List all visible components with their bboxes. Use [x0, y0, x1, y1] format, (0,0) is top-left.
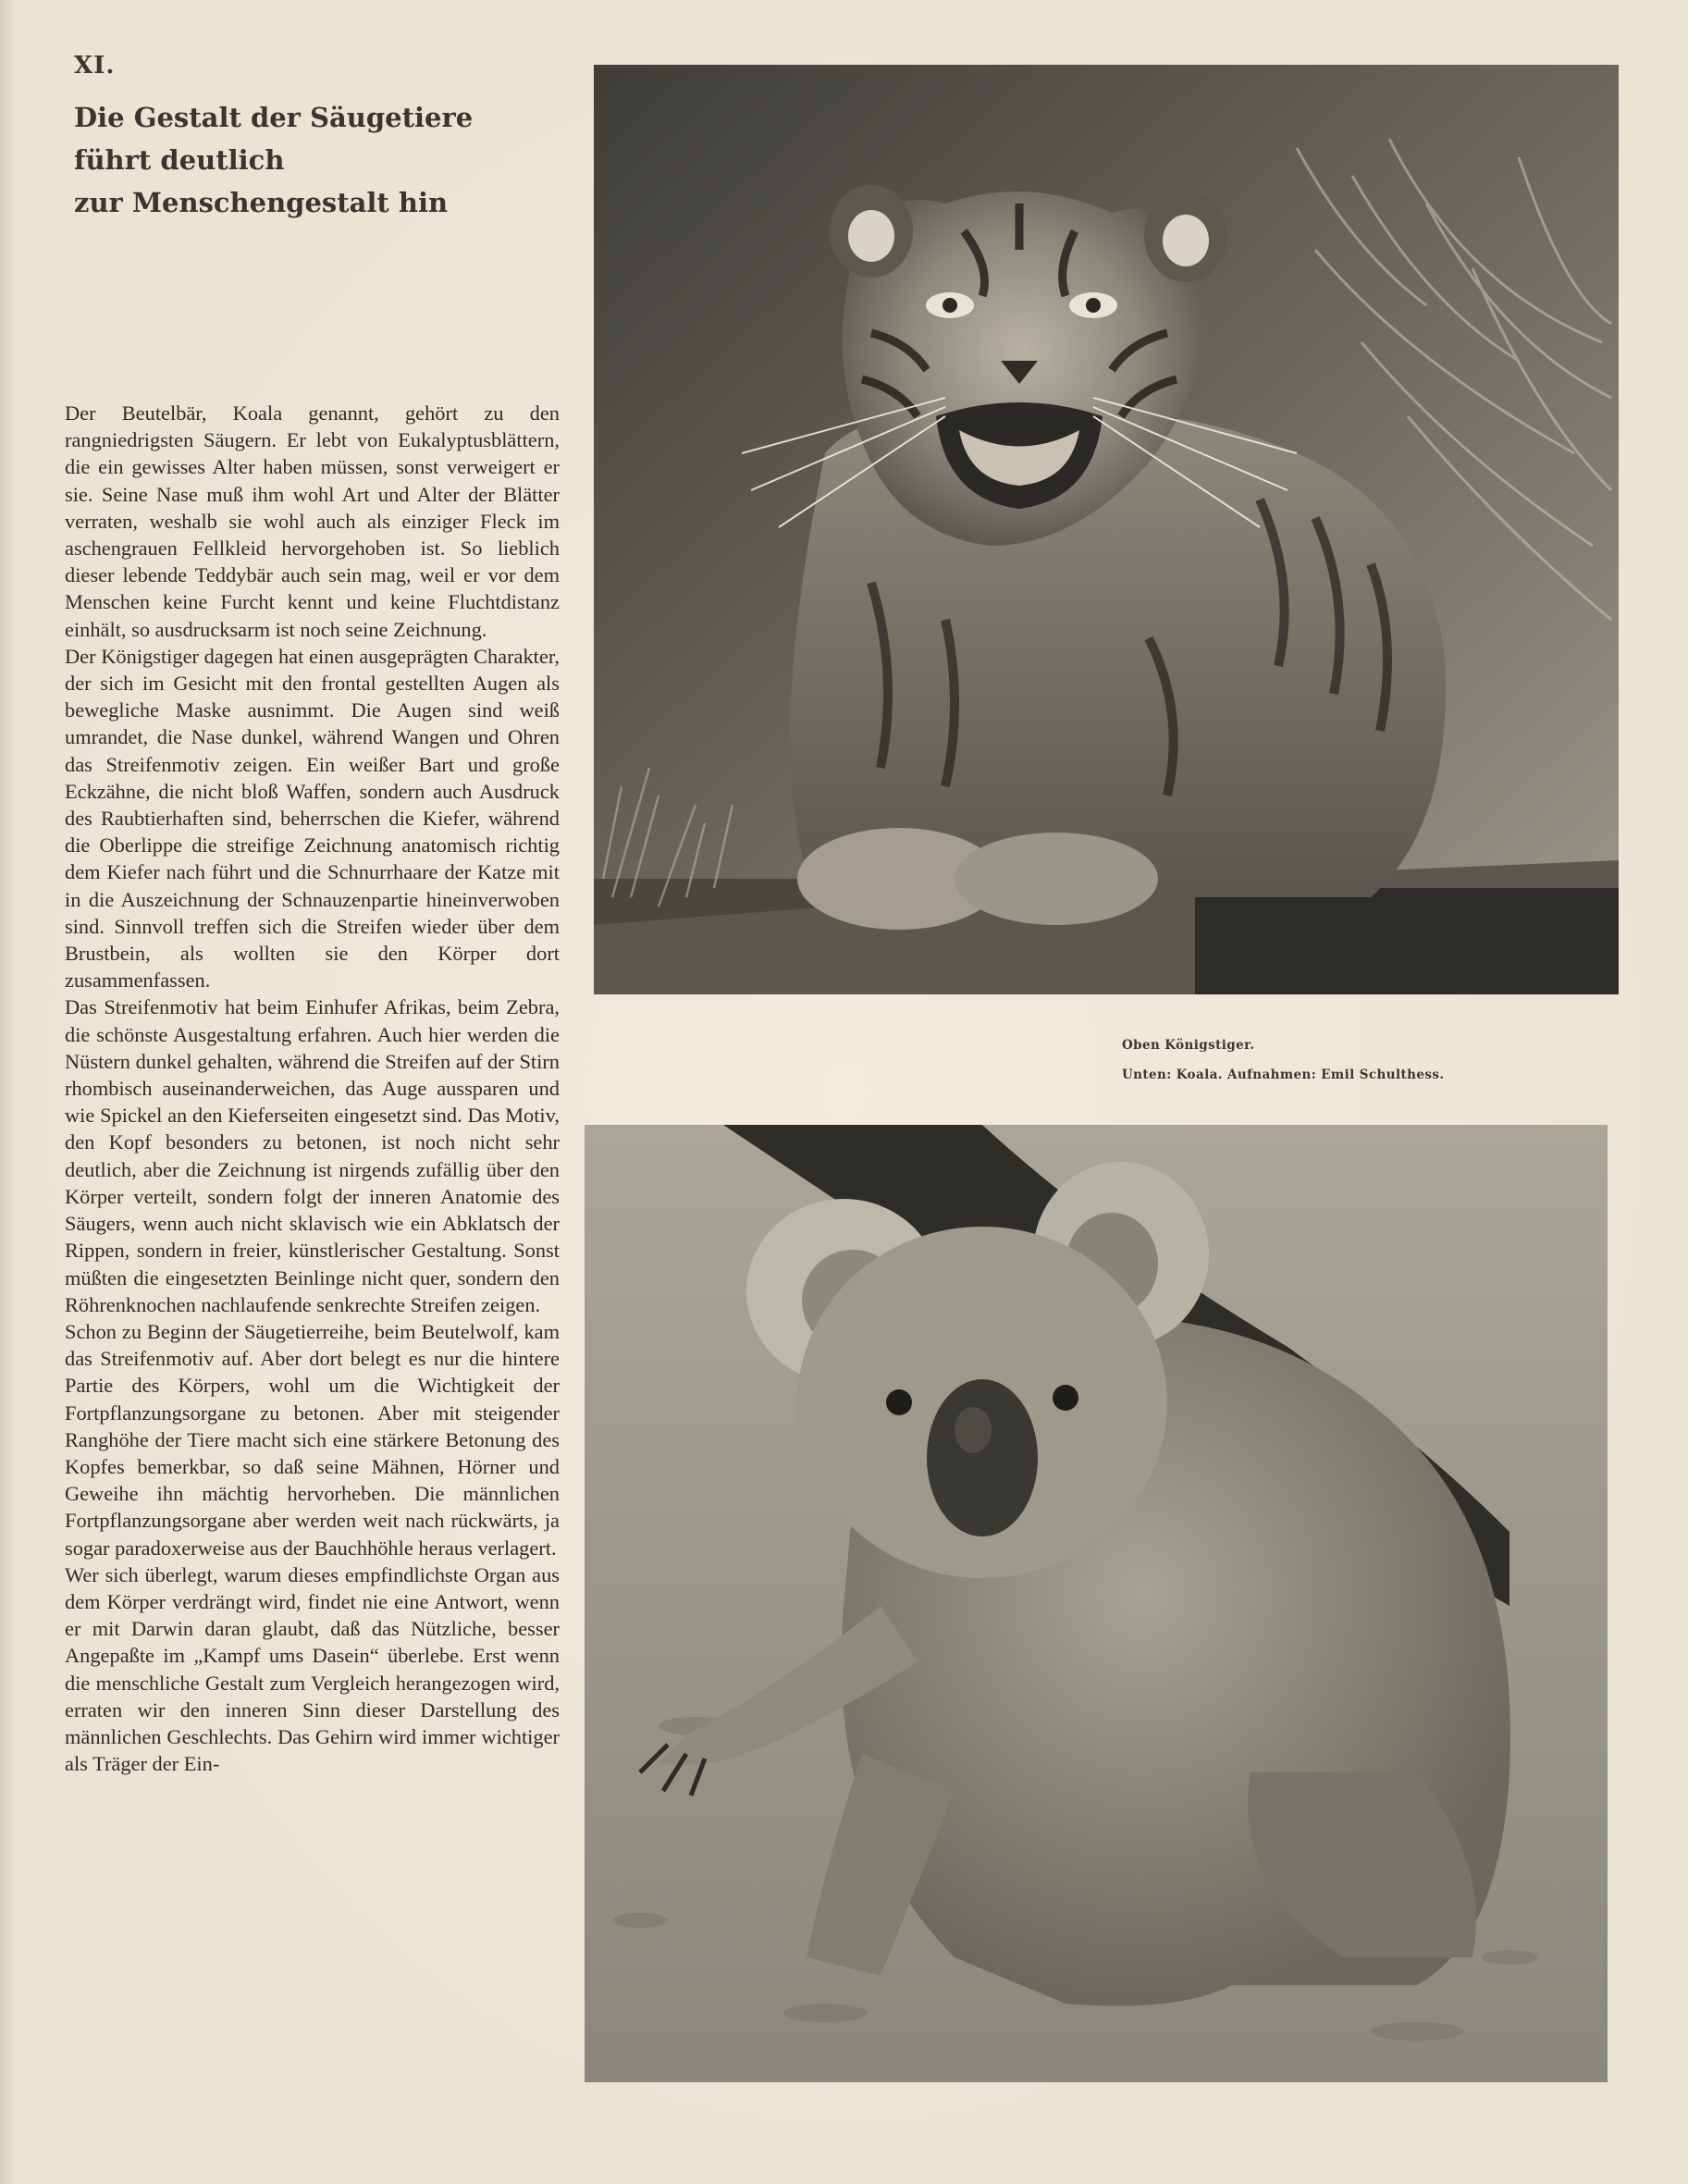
paragraph-tiger: Der Königstiger dagegen hat einen ausgeprägten Charakter, der sich im Gesicht mit den frontal gestellten Augen als bewegliche Maske ausnimmt. Die Augen sind weiß umrandet, die Nase dunkel, während Wangen und Ohren das Streifenmotiv zeigen. Ein weißer Bart und große Eckzähne, die nicht bloß Waffen, sondern auch Ausdruck des Raubtierhaften sind, beherrschen die Kiefer, während die Oberlippe die streifige Zeichnung anatomisch richtig dem Kiefer nach führt und die Schnurrhaare der Katze mit in die Auszeichnung der Schnauzenpartie hineinverwoben sind. Sinnvoll treffen sich die Streifen wieder über dem Brustbein, als wollten sie den Körper dort zusammenfassen. [65, 644, 560, 993]
tiger-photo-image [594, 65, 1619, 994]
paragraph-beutelwolf: Schon zu Beginn der Säugetierreihe, beim Beutelwolf, kam das Streifenmotiv auf. Aber dort belegt es nur die hintere Partie des Körpers, wohl um die Wichtigkeit der Fortpflanzungsorgane zu betonen. Aber mit steigender Ranghöhe der Tiere macht sich eine stärkere Betonung des Kopfes bemerkbar, so daß seine Mähnen, Hörner und Geweihe ihn mächtig hervorheben. Die männlichen Fortpflanzungsorgane aber werden weit nach rückwärts, ja sogar paradoxerweise aus der Bauchhöhle heraus verlagert. [65, 1319, 560, 1560]
heading-line-2: führt deutlich [74, 144, 285, 176]
paragraph-darwin: Wer sich überlegt, warum dieses empfindlichste Organ aus dem Körper verdrängt wird, findet nie eine Antwort, wenn er mit Darwin daran glaubt, daß das Nützliche, besser Angepaßte im „Kampf ums Dasein“ überlebe. Erst wenn die menschliche Gestalt zum Vergleich herangezogen wird, erraten wir den inneren Sinn dieser Darstellung des männlichen Geschlechts. Das Gehirn wird immer wichtiger als Träger der Ein- [65, 1562, 560, 1776]
paragraph-zebra: Das Streifenmotiv hat beim Einhufer Afrikas, beim Zebra, die schönste Ausgestaltung erfahren. Auch hier werden die Nüstern dunkel gehalten, während die Streifen auf der Stirn rhombisch auseinanderweichen, das Auge aussparen und wie Spickel an den Kieferseiten eingesetzt sind. Das Motiv, den Kopf besonders zu betonen, ist noch nicht sehr deutlich, aber die Zeichnung ist nirgends zufällig über den Körper verteilt, sondern folgt der inneren Anatomie des Säugers, wenn auch nicht sklavisch wie ein Abklatsch der Rippen, sondern in freier, künstlerischer Gestaltung. Sonst müßten die eingesetzten Beinlinge nicht quer, sondern den Röhrenknochen nachlaufende senkrechte Streifen zeigen. [65, 995, 560, 1316]
page-gutter [0, 0, 17, 2184]
photo-caption-bottom: Unten: Koala. Aufnahmen: Emil Schulthess. [1122, 1067, 1445, 1082]
heading-line-1: Die Gestalt der Säugetiere [74, 102, 474, 133]
paragraph-koala: Der Beutelbär, Koala genannt, gehört zu den rangniedrigsten Säugern. Er lebt von Eukalyptusblättern, die ein gewisses Alter haben müssen, sonst verweigert er sie. Seine Nase muß ihm wohl Art und Alter der Blätter verraten, weshalb sie wohl auch als einziger Fleck im aschengrauen Fellkleid hervorgehoben ist. So lieblich dieser lebende Teddybär auch sein mag, weil er vor dem Menschen keine Furcht kennt und keine Fluchtdistanz einhält, so ausdrucksarm ist noch seine Zeichnung. [65, 401, 560, 641]
body-text-column [65, 400, 560, 1777]
koala-photo [585, 1125, 1608, 2082]
photo-caption-top: Oben Königstiger. [1122, 1038, 1255, 1053]
koala-photo-image [585, 1125, 1608, 2082]
chapter-number: XI. [74, 52, 116, 80]
tiger-photo [594, 65, 1619, 994]
heading-line-3: zur Menschengestalt hin [74, 187, 449, 218]
chapter-heading [74, 96, 555, 224]
